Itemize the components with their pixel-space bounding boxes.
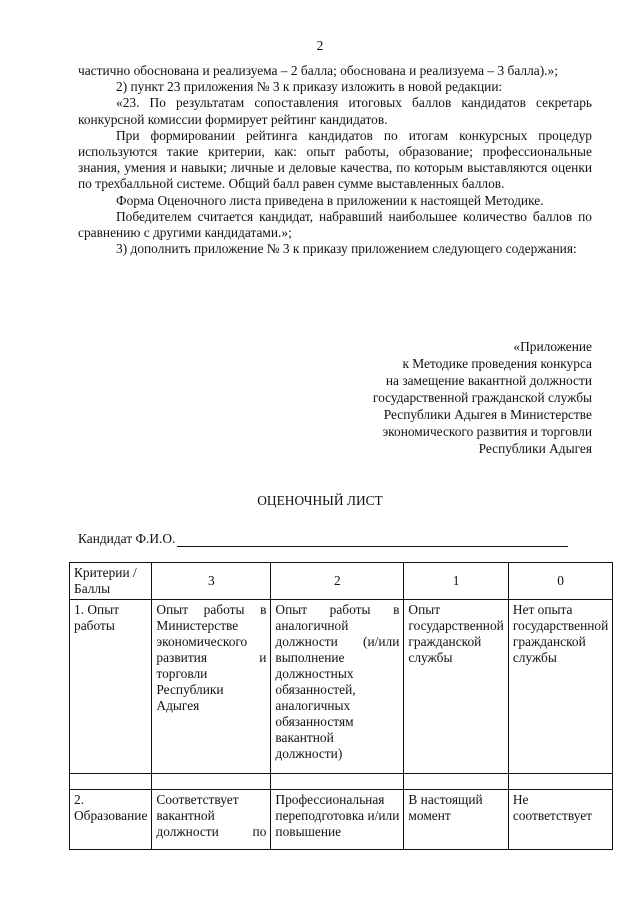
paragraph-3: «23. По результатам сопоставления итоговых баллов кандидатов секретарь конкурсной комиссии формирует рейтинг кандидатов. xyxy=(78,95,592,127)
appendix-line: Республики Адыгея xyxy=(478,441,592,456)
form-title: ОЦЕНОЧНЫЙ ЛИСТ xyxy=(257,493,383,508)
paragraph-5: Форма Оценочного листа приведена в приложении к настоящей Методике. xyxy=(116,192,544,208)
row-2-criterion: 2. Образование xyxy=(70,790,152,850)
appendix-line: Республики Адыгея в Министерстве xyxy=(383,407,592,422)
header-score-2: 2 xyxy=(271,563,404,600)
row-1-criterion: 1. Опыт работы xyxy=(70,600,152,774)
row-2-score-0: Не соответствует xyxy=(508,790,612,850)
row-2-score-2: Профессиональная переподготовка и/или повышение xyxy=(271,790,404,850)
page-number: 2 xyxy=(316,38,324,53)
appendix-line: к Методике проведения конкурса xyxy=(402,356,592,371)
candidate-name-line xyxy=(177,533,568,547)
paragraph-7: 3) дополнить приложение № 3 к приказу приложением следующего содержания: xyxy=(116,241,577,257)
paragraph-2: 2) пункт 23 приложения № 3 к приказу изложить в новой редакции: xyxy=(116,79,503,95)
row-1-score-2: Опыт работы в аналогичной должности (и/или выполнение должностных обязанностей, аналогичных обязанностям вакантной должности) xyxy=(271,600,404,774)
header-score-1: 1 xyxy=(404,563,508,600)
appendix-line: государственной гражданской службы xyxy=(372,390,592,405)
table-header-row xyxy=(70,563,613,600)
appendix-line: «Приложение xyxy=(513,339,592,354)
row-2-score-3: Соответствует вакантной должности по xyxy=(152,790,271,850)
paragraph-4: При формировании рейтинга кандидатов по итогам конкурсных процедур используются такие критерии, как: опыт работы, образование; профессиональные знания, умения и навыки; личные и деловые качества, по которым выставляются оценки по трехбалльной системе. Общий балл равен сумме выставленных баллов. xyxy=(78,127,592,192)
candidate-field xyxy=(78,531,568,547)
header-score-3: 3 xyxy=(152,563,271,600)
paragraph-6: Победителем считается кандидат, набравший наибольшее количество баллов по сравнению с другими кандидатами.»; xyxy=(78,208,592,241)
row-1-score-0: Нет опыта государственной гражданской службы xyxy=(508,600,612,774)
paragraph-1: частично обоснована и реализуема – 2 балла; обоснована и реализуема – 3 балла).»; xyxy=(78,63,558,78)
candidate-label: Кандидат Ф.И.О. xyxy=(78,531,176,546)
header-score-0: 0 xyxy=(508,563,612,600)
table-spacer-row xyxy=(70,774,613,790)
row-2-score-1: В настоящий момент xyxy=(404,790,508,850)
table-row xyxy=(70,600,613,774)
appendix-line: на замещение вакантной должности xyxy=(385,373,592,388)
evaluation-table xyxy=(69,562,613,850)
body-text xyxy=(78,63,592,257)
header-criteria: Критерии /Баллы xyxy=(70,563,152,600)
appendix-line: экономического развития и торговли xyxy=(382,424,592,439)
row-1-score-1: Опыт государственной гражданской службы xyxy=(404,600,508,774)
appendix-header xyxy=(373,338,592,457)
row-1-score-3: Опыт работы в Министерстве экономического развития и торговли Республики Адыгея xyxy=(152,600,271,774)
table-row xyxy=(70,790,613,850)
